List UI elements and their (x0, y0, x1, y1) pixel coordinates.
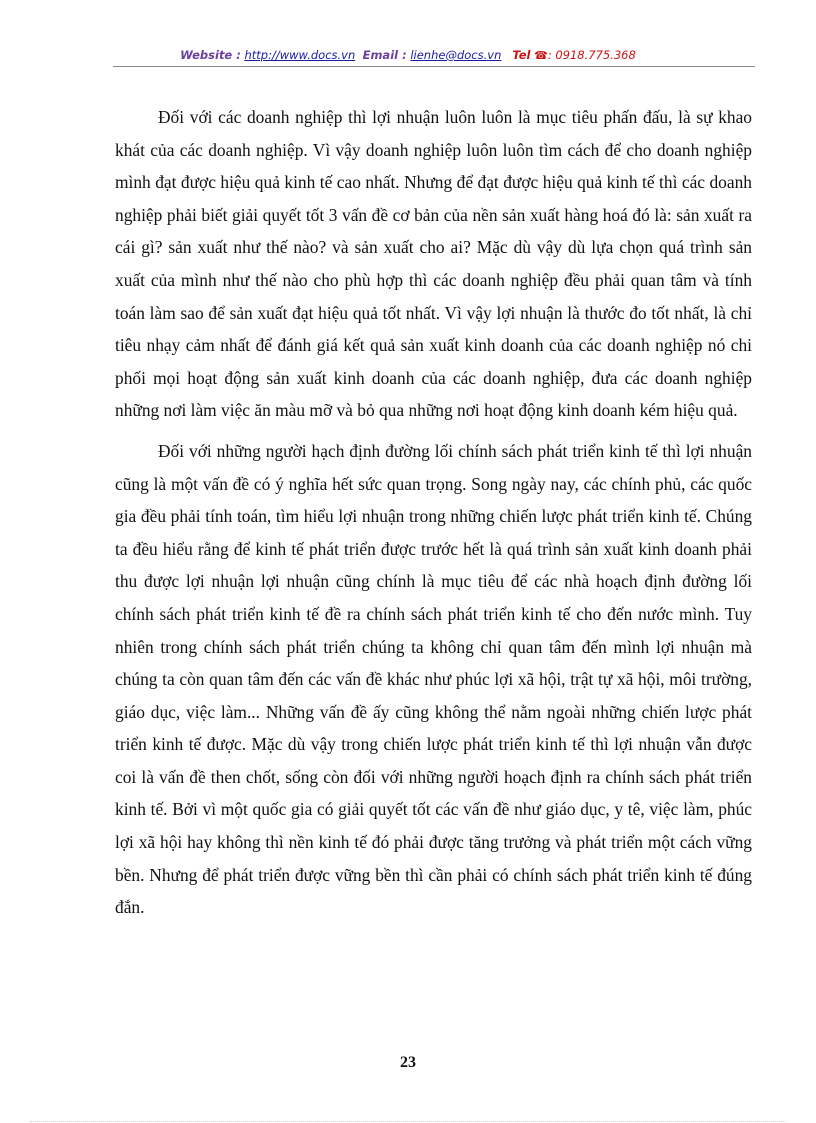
paragraph-2: Đối với những người hạch định đường lối chính sách phát triển kinh tế thì lợi nhuận cũng là một vấn đề có ý nghĩa hết sức quan trọng. Song ngày nay, các chính phủ, các quốc gia đều phải tính toán, tìm hiểu lợi nhuận trong những chiến lược phát triển kinh tế. Chúng ta đều hiểu rằng để kinh tế phát triển được trước hết là quá trình sản xuất kinh doanh phải thu được lợi nhuận lợi nhuận cũng chính là mục tiêu để các nhà hoạch định đường lối chính sách phát triển kinh tế đề ra chính sách phát triển kinh tế cho đến nước mình. Tuy nhiên trong chính sách phát triển chúng ta không chỉ quan tâm đến mình lợi nhuận mà chúng ta còn quan tâm đến các vấn đề khác như phúc lợi xã hội, trật tự xã hội, môi trường, giáo dục, việc làm... Những vấn đề ấy cũng không thể nằm ngoài những chiến lược phát triển kinh tế được. Mặc dù vậy trong chiến lược phát triển kinh tế thì lợi nhuận vẫn được coi là vấn đề then chốt, sống còn đối với những người hoạch định ra chính sách phát triển kinh tế. Bởi vì một quốc gia có giải quyết tốt các vấn đề như giáo dục, y tê, việc làm, phúc lợi xã hội hay không thì nền kinh tế đó phải được tăng trưởng và phát triển một cách vững bền. Nhưng để phát triển được vững bền thì cần phải có chính sách phát triển kinh tế đúng đắn. (115, 440, 752, 918)
page-header (0, 47, 816, 64)
paragraph-1: Đối với các doanh nghiệp thì lợi nhuận luôn luôn là mục tiêu phấn đấu, là sự khao khát của các doanh nghiệp. Vì vậy doanh nghiệp luôn luôn tìm cách để cho doanh nghiệp mình đạt được hiệu quả kinh tế cao nhất. Nhưng để đạt được hiệu quả kinh tế thì các doanh nghiệp phải biết giải quyết tốt 3 vấn đề cơ bản của nền sản xuất hàng hoá đó là: sản xuất ra cái gì? sản xuất như thế nào? và sản xuất cho ai? Mặc dù vậy dù lựa chọn quá trình sản xuất của mình như thế nào cho phù hợp thì các doanh nghiệp đều phải quan tâm và tính toán làm sao để sản xuất đạt hiệu quả tốt nhất. Vì vậy lợi nhuận là thước đo tốt nhất, là chỉ tiêu nhạy cảm nhất để đánh giá kết quả sản xuất kinh doanh của các doanh nghiệp nó chi phối mọi hoạt động sản xuất kinh doanh của các doanh nghiệp, đưa các doanh nghiệp những nơi làm việc ăn màu mỡ và bỏ qua những nơi hoạt động kinh doanh kém hiệu quả. (115, 107, 752, 421)
footer-divider (30, 1121, 786, 1122)
email-label: Email : (362, 48, 407, 62)
telephone-icon: ☎ (534, 49, 548, 62)
website-label: Website : (180, 48, 241, 62)
document-body (115, 101, 752, 924)
page-number: 23 (400, 1054, 416, 1071)
website-link[interactable]: http://www.docs.vn (244, 48, 356, 62)
email-link[interactable]: lienhe@docs.vn (410, 48, 502, 62)
phone-number: : 0918.775.368 (547, 48, 636, 62)
tel-label: Tel (512, 48, 531, 62)
header-divider (113, 66, 755, 67)
